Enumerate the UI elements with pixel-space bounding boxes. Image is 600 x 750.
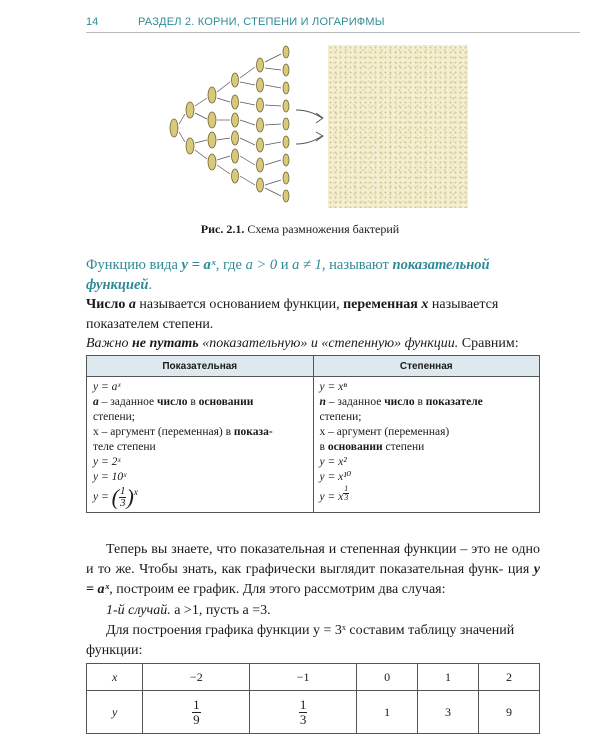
base-paragraph: Число a называется основанием функции, переменная x называется показателем степени. [86,297,499,332]
bacterium [232,95,239,109]
arrow [217,165,230,174]
bacterium [283,136,289,148]
arrow [217,156,230,160]
bacterium [186,138,194,154]
cell-x: 1 [418,664,479,691]
arrow [240,176,255,185]
arrow [217,82,230,92]
bacterium [283,64,289,76]
bacterium [232,149,239,163]
arrow [265,124,281,125]
arrow [195,150,207,159]
header-exponential: Показательная [87,356,314,377]
cell-y: $\frac{1}{3}$ [250,691,357,734]
cell-x: 2 [478,664,539,691]
cell-y: 3 [418,691,479,734]
bacterium [257,58,264,72]
cell-x: 0 [357,664,418,691]
arrow [240,102,255,105]
arrow [217,98,230,102]
cell-y: $\frac{1}{9}$ [143,691,250,734]
arrow [265,180,281,185]
arrow [265,188,281,196]
arrow [240,138,255,145]
bacterium [283,172,289,184]
figure-caption [0,222,600,237]
arrow [240,82,255,85]
arrow [217,138,230,140]
arrow [179,132,185,142]
arrow [195,140,207,143]
bacterium [208,112,216,128]
bacterium [232,73,239,87]
bacterium [283,118,289,130]
bacterium [283,82,289,94]
bacterium [257,138,264,152]
arrow [265,54,281,62]
comparison-table [86,355,540,513]
arrow [179,114,185,124]
bacterium [257,78,264,92]
case-1-line: 1-й случай. a >1, пусть a =3. [106,603,271,618]
bacterium [232,169,239,183]
bacterium [257,158,264,172]
big-arrow [296,132,323,144]
warning-line: Важно не путать «показательную» и «степенную» функции. Сравним: [86,336,519,351]
arrow [265,85,281,88]
bacterium [208,87,216,103]
bacterium [186,102,194,118]
bacterium [283,190,289,202]
definition-paragraph: Функцию вида y = aˣ, где a > 0 и a ≠ 1, называют показательной функцией. [86,257,490,293]
exponential-cell: y = aˣ a – заданное число в основании степени; x – аргумент (переменная) в показа- теле степени y = 2ˣ y = 10ˣ y = ( $\frac{1}{3}$ )$^x$ [87,377,314,513]
bacterium [208,154,216,170]
arrow [240,156,255,165]
header-power: Степенная [313,356,540,377]
defined-term: показательной функцией [86,257,490,293]
intro-paragraph: Теперь вы знаете, что показательная и степенная функции – это не одно и то же. Чтобы знать, как графически выглядит показательная функ- ция y = aˣ, построим ее график. Для этого рассмотрим два случая: [86,542,540,597]
bacterium [257,118,264,132]
formula: y = aˣ [181,257,216,273]
bacterium [283,100,289,112]
arrow [265,160,281,165]
values-table [86,663,540,734]
arrow [240,120,255,125]
cell-y: 9 [478,691,539,734]
power-cell: y = xⁿ n – заданное число в показателе степени; x – аргумент (переменная) в основании степени y = x² y = x¹⁰ y = x $^{\frac{1}{3}}$ [313,377,540,513]
bacterium [232,131,239,145]
bacterium [283,154,289,166]
arrow [265,68,281,70]
bacterium [257,98,264,112]
arrow [265,142,281,145]
bacterium [283,46,289,58]
cell-x: −2 [143,664,250,691]
bacterium [232,113,239,127]
bacterium [170,119,178,137]
big-arrow [296,110,323,123]
cell-x-label: x [87,664,143,691]
caption-label: Рис. 2.1. [200,222,245,236]
cell-y: 1 [357,691,418,734]
arrow [195,113,207,119]
section-title: РАЗДЕЛ 2. КОРНИ, СТЕПЕНИ И ЛОГАРИФМЫ [138,16,385,28]
cell-x: −1 [250,664,357,691]
table-intro: Для построения графика функции y = 3ˣ составим таблицу значений функции: [86,623,515,658]
caption-text: Схема размножения бактерий [244,222,400,236]
bacterium [208,132,216,148]
arrow [195,98,207,106]
page-number: 14 [86,16,99,28]
arrow [265,105,281,106]
bacteria-culture-image [328,45,468,208]
bacterium [257,178,264,192]
page-header [86,14,580,33]
example-fraction-power: y = ( $\frac{1}{3}$ )$^x$ [93,484,139,510]
arrow [240,67,255,78]
cell-y-label: y [87,691,143,734]
